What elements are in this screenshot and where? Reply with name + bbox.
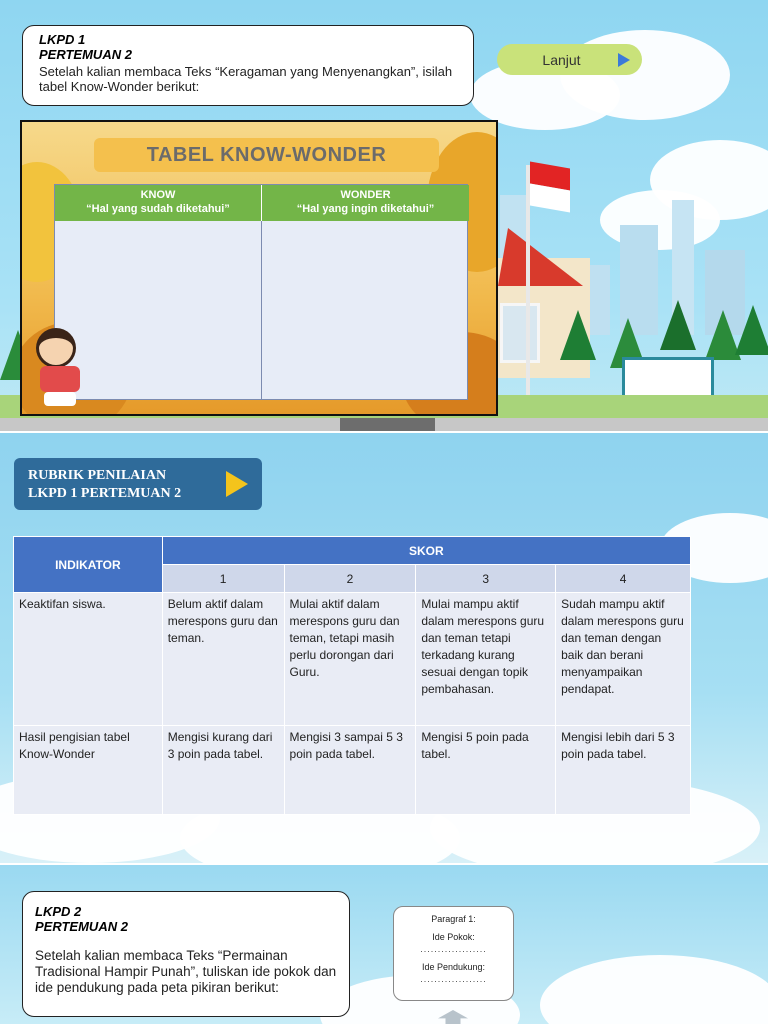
- pine-tree: [560, 310, 596, 360]
- play-icon: [618, 53, 630, 67]
- wonder-subtitle: “Hal yang ingin diketahui”: [296, 203, 435, 215]
- wonder-header: [262, 185, 469, 221]
- rubric-button-line2: LKPD 1 PERTEMUAN 2: [28, 486, 182, 501]
- paragraph-label: Paragraf 1:: [431, 914, 476, 924]
- wonder-column-input[interactable]: [262, 221, 469, 399]
- score-cell: Mulai mampu aktif dalam merespons guru dan teman tetapi terkadang kurang sesuai dengan topik pembahasan.: [416, 593, 556, 726]
- child-head: [36, 328, 76, 368]
- score-2-header: 2: [284, 565, 416, 593]
- indicator-cell: Hasil pengisian tabel Know-Wonder: [14, 726, 163, 815]
- child-legs: [44, 392, 76, 406]
- table-row: [14, 593, 691, 726]
- score-4-header: 4: [556, 565, 691, 593]
- next-button-label: Lanjut: [542, 51, 581, 68]
- score-header: SKOR: [162, 537, 690, 565]
- score-cell: Sudah mampu aktif dalam merespons guru dan teman dengan baik dan berani menyampaikan pendapat.: [556, 593, 691, 726]
- score-1-header: 1: [162, 565, 284, 593]
- support-idea-blank[interactable]: ...................: [420, 974, 487, 984]
- know-header: [55, 185, 262, 221]
- next-button[interactable]: [497, 44, 642, 75]
- instruction-card: [22, 25, 474, 106]
- score-cell: Mulai aktif dalam merespons guru dan teman, tetapi masih perlu dorongan dari Guru.: [284, 593, 416, 726]
- cloud: [600, 190, 720, 250]
- support-idea-label: Ide Pendukung:: [421, 962, 486, 972]
- rubric-table: [13, 536, 691, 815]
- know-column-input[interactable]: [55, 221, 262, 399]
- cloud: [540, 955, 768, 1024]
- indicator-cell: Keaktifan siswa.: [14, 593, 163, 726]
- score-cell: Belum aktif dalam merespons guru dan teman.: [162, 593, 284, 726]
- rubric-button-line1: RUBRIK PENILAIAN: [28, 468, 167, 483]
- know-subtitle: “Hal yang sudah diketahui”: [86, 203, 230, 215]
- card-description: Setelah kalian membaca Teks “Keragaman yang Menyenangkan”, isilah tabel Know-Wonder berikut:: [39, 64, 453, 94]
- main-idea-blank[interactable]: ...................: [420, 944, 487, 954]
- pine-tree: [660, 300, 696, 350]
- slide-lkpd1: [0, 0, 768, 433]
- score-cell: Mengisi lebih dari 5 3 poin pada tabel.: [556, 726, 691, 815]
- card-subtitle: PERTEMUAN 2: [39, 47, 132, 62]
- score-cell: Mengisi kurang dari 3 poin pada tabel.: [162, 726, 284, 815]
- know-title: KNOW: [140, 189, 176, 201]
- know-wonder-panel: [20, 120, 498, 416]
- main-idea-label: Ide Pokok:: [432, 932, 475, 942]
- score-cell: Mengisi 3 sampai 5 3 poin pada tabel.: [284, 726, 416, 815]
- wonder-title: WONDER: [340, 189, 391, 201]
- mindmap-paragraph-box[interactable]: [393, 906, 514, 1001]
- table-row: [14, 726, 691, 815]
- card-title: LKPD 2: [35, 904, 82, 919]
- card-title: LKPD 1: [39, 32, 86, 47]
- know-wonder-banner: TABEL KNOW-WONDER: [94, 138, 439, 172]
- school-window: [500, 303, 540, 363]
- card-description: Setelah kalian membaca Teks “Permainan Tradisional Hampir Punah”, tuliskan ide pokok dan ide pendukung pada peta pikiran berikut:: [35, 948, 337, 995]
- play-icon: [226, 471, 248, 497]
- pine-tree: [735, 305, 768, 355]
- instruction-card-2: [22, 891, 350, 1017]
- school-roof: [498, 228, 583, 286]
- know-wonder-table: [54, 184, 468, 400]
- child-book: [40, 366, 80, 392]
- indicator-header: INDIKATOR: [14, 537, 163, 593]
- score-cell: Mengisi 5 poin pada tabel.: [416, 726, 556, 815]
- card-subtitle: PERTEMUAN 2: [35, 919, 128, 934]
- rubric-button[interactable]: [14, 458, 262, 510]
- score-3-header: 3: [416, 565, 556, 593]
